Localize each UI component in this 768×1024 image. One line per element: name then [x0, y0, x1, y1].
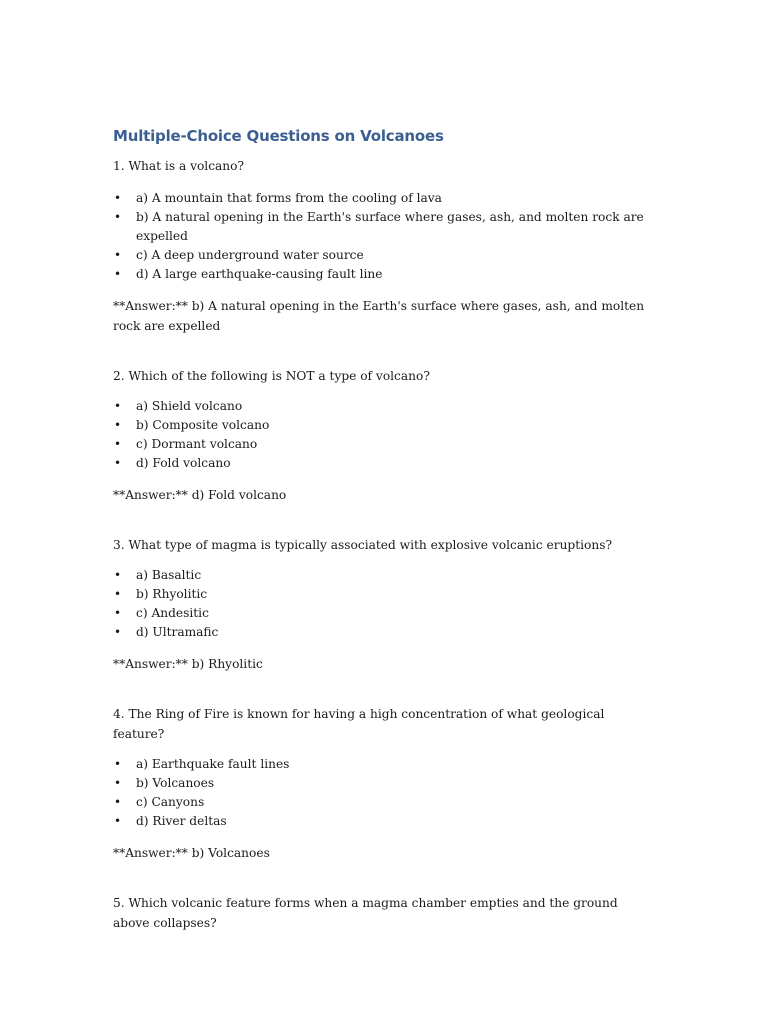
answer-text: **Answer:** d) Fold volcano: [113, 488, 287, 502]
option-text: d) River deltas: [136, 814, 227, 828]
option-item: [113, 246, 653, 265]
question-block-4: [113, 704, 653, 863]
option-text: c) A deep underground water source: [136, 248, 364, 262]
bullet-icon: •: [114, 795, 122, 809]
option-item: [113, 416, 653, 435]
option-text: b) Volcanoes: [136, 776, 215, 790]
option-text: a) Earthquake fault lines: [136, 757, 290, 771]
bullet-icon: •: [114, 210, 122, 224]
answer-text: **Answer:** b) A natural opening in the Earth's surface where gases, ash, and molten rock are expelled: [113, 299, 645, 333]
option-item: [113, 774, 653, 793]
options-list: [113, 189, 653, 284]
answer-text: **Answer:** b) Volcanoes: [113, 846, 270, 860]
option-item: [113, 397, 653, 416]
option-item: [113, 454, 653, 473]
question-text: 2. Which of the following is NOT a type of volcano?: [113, 369, 430, 383]
option-text: b) Composite volcano: [136, 418, 270, 432]
question-text: 1. What is a volcano?: [113, 159, 245, 173]
option-item: [113, 435, 653, 454]
option-text: b) A natural opening in the Earth's surface where gases, ash, and molten rock are expelled: [136, 210, 644, 243]
option-text: c) Canyons: [136, 795, 205, 809]
option-item: [113, 793, 653, 812]
option-item: [113, 585, 653, 604]
answer-text: **Answer:** b) Rhyolitic: [113, 657, 263, 671]
bullet-icon: •: [114, 267, 122, 281]
option-item: [113, 812, 653, 831]
bullet-icon: •: [114, 456, 122, 470]
option-text: a) Basaltic: [136, 568, 202, 582]
question-block-5: [113, 893, 653, 933]
bullet-icon: •: [114, 418, 122, 432]
bullet-icon: •: [114, 776, 122, 790]
options-list: [113, 397, 653, 473]
bullet-icon: •: [114, 399, 122, 413]
option-item: [113, 265, 653, 284]
option-item: [113, 566, 653, 585]
bullet-icon: •: [114, 437, 122, 451]
option-text: a) A mountain that forms from the cooling of lava: [136, 191, 442, 205]
question-block-3: [113, 535, 653, 674]
option-text: a) Shield volcano: [136, 399, 243, 413]
options-list: [113, 566, 653, 642]
bullet-icon: •: [114, 568, 122, 582]
question-block-1: [113, 156, 653, 336]
bullet-icon: •: [114, 191, 122, 205]
question-text: 3. What type of magma is typically associated with explosive volcanic eruptions?: [113, 538, 612, 552]
option-text: d) A large earthquake-causing fault line: [136, 267, 383, 281]
page-title: Multiple-Choice Questions on Volcanoes: [113, 127, 444, 145]
option-item: [113, 755, 653, 774]
option-text: d) Fold volcano: [136, 456, 231, 470]
option-item: [113, 623, 653, 642]
options-list: [113, 755, 653, 831]
bullet-icon: •: [114, 248, 122, 262]
option-text: c) Andesitic: [136, 606, 209, 620]
bullet-icon: •: [114, 757, 122, 771]
option-text: d) Ultramafic: [136, 625, 219, 639]
option-item: [113, 189, 653, 208]
question-text: 4. The Ring of Fire is known for having a high concentration of what geological feature?: [113, 707, 605, 741]
bullet-icon: •: [114, 814, 122, 828]
option-text: b) Rhyolitic: [136, 587, 208, 601]
bullet-icon: •: [114, 606, 122, 620]
option-item: [113, 604, 653, 623]
document-body: [113, 125, 653, 963]
question-block-2: [113, 366, 653, 505]
bullet-icon: •: [114, 625, 122, 639]
option-item: [113, 208, 653, 246]
question-text: 5. Which volcanic feature forms when a magma chamber empties and the ground above collapses?: [113, 896, 618, 930]
bullet-icon: •: [114, 587, 122, 601]
option-text: c) Dormant volcano: [136, 437, 258, 451]
